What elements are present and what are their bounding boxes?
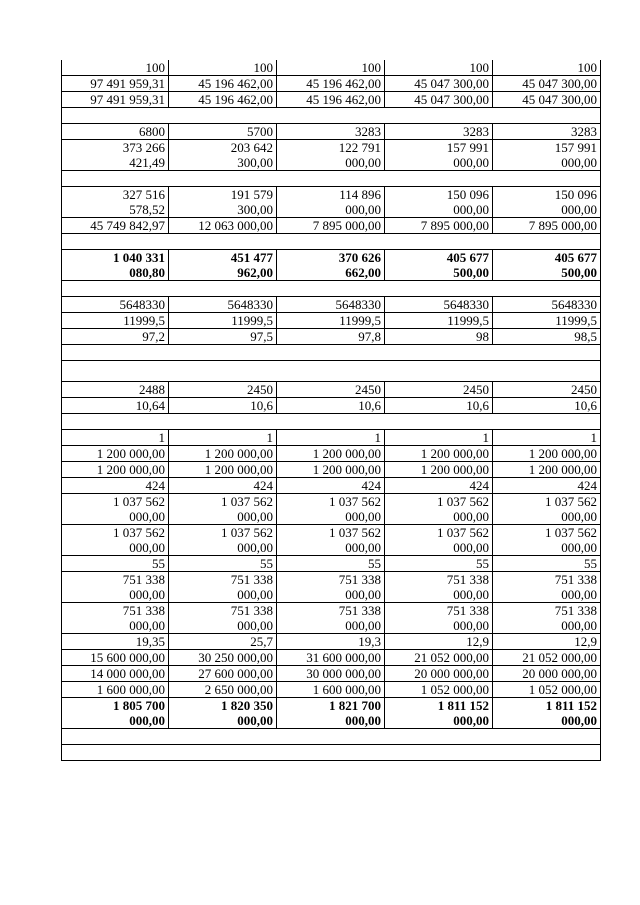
table-cell: 424: [62, 478, 169, 494]
table-cell: 150 096 000,00: [493, 187, 601, 218]
table-cell: 5648330: [493, 297, 601, 313]
table-cell: 30 000 000,00: [277, 666, 385, 682]
table-cell: 1 037 562 000,00: [277, 525, 385, 556]
table-cell: 97 491 959,31: [62, 76, 169, 92]
empty-row-cell: [62, 171, 601, 187]
table-cell: 45 047 300,00: [385, 76, 493, 92]
table-cell: 1: [169, 430, 277, 446]
table-cell: 55: [385, 556, 493, 572]
table-row: [62, 108, 601, 124]
table-cell: 98: [385, 329, 493, 345]
table-row: [62, 698, 601, 729]
table-cell: 1 037 562 000,00: [493, 525, 601, 556]
table-row: [62, 525, 601, 556]
table-cell: 11999,5: [385, 313, 493, 329]
empty-row-cell: [62, 345, 601, 361]
table-cell: 2488: [62, 382, 169, 398]
table-row: [62, 329, 601, 345]
table-cell: 11999,5: [493, 313, 601, 329]
table-cell: 1 600 000,00: [62, 682, 169, 698]
table-row: [62, 234, 601, 250]
empty-row-cell: [62, 108, 601, 124]
table-cell: 1: [385, 430, 493, 446]
table-cell: 424: [277, 478, 385, 494]
table-row: [62, 745, 601, 761]
table-cell: 25,7: [169, 634, 277, 650]
table-cell: 97 491 959,31: [62, 92, 169, 108]
table-cell: 98,5: [493, 329, 601, 345]
table-row: [62, 729, 601, 745]
table-cell: 405 677 500,00: [493, 250, 601, 281]
table-cell: 1 200 000,00: [277, 446, 385, 462]
table-cell: 10,6: [169, 398, 277, 414]
table-row: [62, 603, 601, 634]
table-cell: 20 000 000,00: [493, 666, 601, 682]
table-row: [62, 281, 601, 297]
table-cell: 100: [62, 60, 169, 76]
table-cell: 751 338 000,00: [277, 572, 385, 603]
table-cell: 1 821 700 000,00: [277, 698, 385, 729]
table-cell: 1 052 000,00: [493, 682, 601, 698]
table-row: [62, 430, 601, 446]
table-cell: 21 052 000,00: [385, 650, 493, 666]
table-row: [62, 666, 601, 682]
table-cell: 751 338 000,00: [493, 572, 601, 603]
table-row: [62, 60, 601, 76]
empty-row-cell: [62, 414, 601, 430]
table-cell: 12,9: [493, 634, 601, 650]
table-row: [62, 414, 601, 430]
table-cell: 20 000 000,00: [385, 666, 493, 682]
table-cell: 751 338 000,00: [493, 603, 601, 634]
table-cell: 405 677 500,00: [385, 250, 493, 281]
table-cell: 1 600 000,00: [277, 682, 385, 698]
table-cell: 7 895 000,00: [385, 218, 493, 234]
table-cell: 451 477 962,00: [169, 250, 277, 281]
table-cell: 1 037 562 000,00: [385, 494, 493, 525]
table-row: [62, 187, 601, 218]
table-cell: 100: [385, 60, 493, 76]
table-cell: 5648330: [169, 297, 277, 313]
empty-row-cell: [62, 234, 601, 250]
table-cell: 6800: [62, 124, 169, 140]
table-cell: 1 037 562 000,00: [169, 494, 277, 525]
table-cell: 5700: [169, 124, 277, 140]
table-cell: 10,64: [62, 398, 169, 414]
table-cell: 1 052 000,00: [385, 682, 493, 698]
table-cell: 15 600 000,00: [62, 650, 169, 666]
table-cell: 30 250 000,00: [169, 650, 277, 666]
table-cell: 1 811 152 000,00: [493, 698, 601, 729]
table-cell: 1 200 000,00: [62, 446, 169, 462]
table-cell: 191 579 300,00: [169, 187, 277, 218]
empty-row-cell: [62, 361, 601, 382]
table-cell: 55: [277, 556, 385, 572]
table-row: [62, 345, 601, 361]
table-cell: 97,2: [62, 329, 169, 345]
table-row: [62, 478, 601, 494]
table-row: [62, 398, 601, 414]
table-cell: 373 266 421,49: [62, 140, 169, 171]
table-row: [62, 140, 601, 171]
table-cell: 751 338 000,00: [62, 603, 169, 634]
table-cell: 5648330: [277, 297, 385, 313]
table-cell: 1 200 000,00: [277, 462, 385, 478]
table-cell: 1: [277, 430, 385, 446]
table-row: [62, 171, 601, 187]
table-cell: 2450: [385, 382, 493, 398]
table-cell: 10,6: [493, 398, 601, 414]
table-cell: 370 626 662,00: [277, 250, 385, 281]
table-cell: 2 650 000,00: [169, 682, 277, 698]
table-cell: 55: [169, 556, 277, 572]
table-cell: 751 338 000,00: [62, 572, 169, 603]
table-cell: 2450: [493, 382, 601, 398]
table-cell: 1 037 562 000,00: [169, 525, 277, 556]
table-cell: 751 338 000,00: [277, 603, 385, 634]
table-cell: 114 896 000,00: [277, 187, 385, 218]
data-table: [61, 60, 601, 761]
table-cell: 1 037 562 000,00: [277, 494, 385, 525]
table-cell: 150 096 000,00: [385, 187, 493, 218]
empty-row-cell: [62, 281, 601, 297]
table-cell: 1 200 000,00: [62, 462, 169, 478]
table-cell: 97,8: [277, 329, 385, 345]
table-cell: 751 338 000,00: [385, 572, 493, 603]
table-cell: 14 000 000,00: [62, 666, 169, 682]
table-cell: 21 052 000,00: [493, 650, 601, 666]
table-cell: 11999,5: [62, 313, 169, 329]
table-cell: 3283: [277, 124, 385, 140]
table-cell: 424: [169, 478, 277, 494]
table-cell: 45 047 300,00: [493, 76, 601, 92]
table-cell: 45 196 462,00: [169, 92, 277, 108]
table-cell: 157 991 000,00: [493, 140, 601, 171]
table-cell: 1 037 562 000,00: [493, 494, 601, 525]
table-cell: 5648330: [62, 297, 169, 313]
table-cell: 7 895 000,00: [493, 218, 601, 234]
table-cell: 1 805 700 000,00: [62, 698, 169, 729]
table-row: [62, 92, 601, 108]
table-row: [62, 382, 601, 398]
table-cell: 1 200 000,00: [169, 462, 277, 478]
table-row: [62, 572, 601, 603]
table-cell: 5648330: [385, 297, 493, 313]
table-row: [62, 361, 601, 382]
table-cell: 11999,5: [277, 313, 385, 329]
table-cell: 1 037 562 000,00: [62, 494, 169, 525]
table-cell: 45 047 300,00: [385, 92, 493, 108]
table-cell: 45 196 462,00: [277, 92, 385, 108]
table-row: [62, 682, 601, 698]
table-row: [62, 250, 601, 281]
table-row: [62, 297, 601, 313]
table-cell: 424: [385, 478, 493, 494]
table-cell: 1 037 562 000,00: [385, 525, 493, 556]
table-cell: 45 196 462,00: [277, 76, 385, 92]
table-row: [62, 462, 601, 478]
table-cell: 100: [493, 60, 601, 76]
spreadsheet-page: [61, 60, 597, 761]
table-cell: 27 600 000,00: [169, 666, 277, 682]
table-cell: 1 200 000,00: [385, 462, 493, 478]
empty-row-cell: [62, 745, 601, 761]
table-cell: 1 040 331 080,80: [62, 250, 169, 281]
table-cell: 1: [62, 430, 169, 446]
table-cell: 1 200 000,00: [385, 446, 493, 462]
table-cell: 10,6: [385, 398, 493, 414]
table-row: [62, 124, 601, 140]
table-row: [62, 76, 601, 92]
table-cell: 203 642 300,00: [169, 140, 277, 171]
table-cell: 1 200 000,00: [493, 462, 601, 478]
table-cell: 3283: [385, 124, 493, 140]
table-cell: 19,35: [62, 634, 169, 650]
table-row: [62, 218, 601, 234]
table-cell: 31 600 000,00: [277, 650, 385, 666]
table-cell: 1 200 000,00: [493, 446, 601, 462]
table-row: [62, 494, 601, 525]
table-cell: 45 749 842,97: [62, 218, 169, 234]
empty-row-cell: [62, 729, 601, 745]
table-cell: 751 338 000,00: [169, 603, 277, 634]
table-cell: 751 338 000,00: [385, 603, 493, 634]
table-cell: 1 820 350 000,00: [169, 698, 277, 729]
table-row: [62, 446, 601, 462]
table-cell: 1 200 000,00: [169, 446, 277, 462]
table-row: [62, 313, 601, 329]
table-cell: 10,6: [277, 398, 385, 414]
table-cell: 12 063 000,00: [169, 218, 277, 234]
table-cell: 12,9: [385, 634, 493, 650]
table-cell: 3283: [493, 124, 601, 140]
table-row: [62, 634, 601, 650]
table-cell: 122 791 000,00: [277, 140, 385, 171]
data-table-body: [62, 60, 601, 761]
table-cell: 45 196 462,00: [169, 76, 277, 92]
table-row: [62, 650, 601, 666]
table-cell: 55: [62, 556, 169, 572]
table-cell: 424: [493, 478, 601, 494]
table-cell: 1 037 562 000,00: [62, 525, 169, 556]
table-cell: 1 811 152 000,00: [385, 698, 493, 729]
table-cell: 55: [493, 556, 601, 572]
table-cell: 7 895 000,00: [277, 218, 385, 234]
table-cell: 1: [493, 430, 601, 446]
table-cell: 45 047 300,00: [493, 92, 601, 108]
table-cell: 157 991 000,00: [385, 140, 493, 171]
table-cell: 100: [277, 60, 385, 76]
table-cell: 100: [169, 60, 277, 76]
table-cell: 2450: [169, 382, 277, 398]
table-row: [62, 556, 601, 572]
table-cell: 327 516 578,52: [62, 187, 169, 218]
table-cell: 751 338 000,00: [169, 572, 277, 603]
table-cell: 97,5: [169, 329, 277, 345]
table-cell: 2450: [277, 382, 385, 398]
table-cell: 11999,5: [169, 313, 277, 329]
table-cell: 19,3: [277, 634, 385, 650]
